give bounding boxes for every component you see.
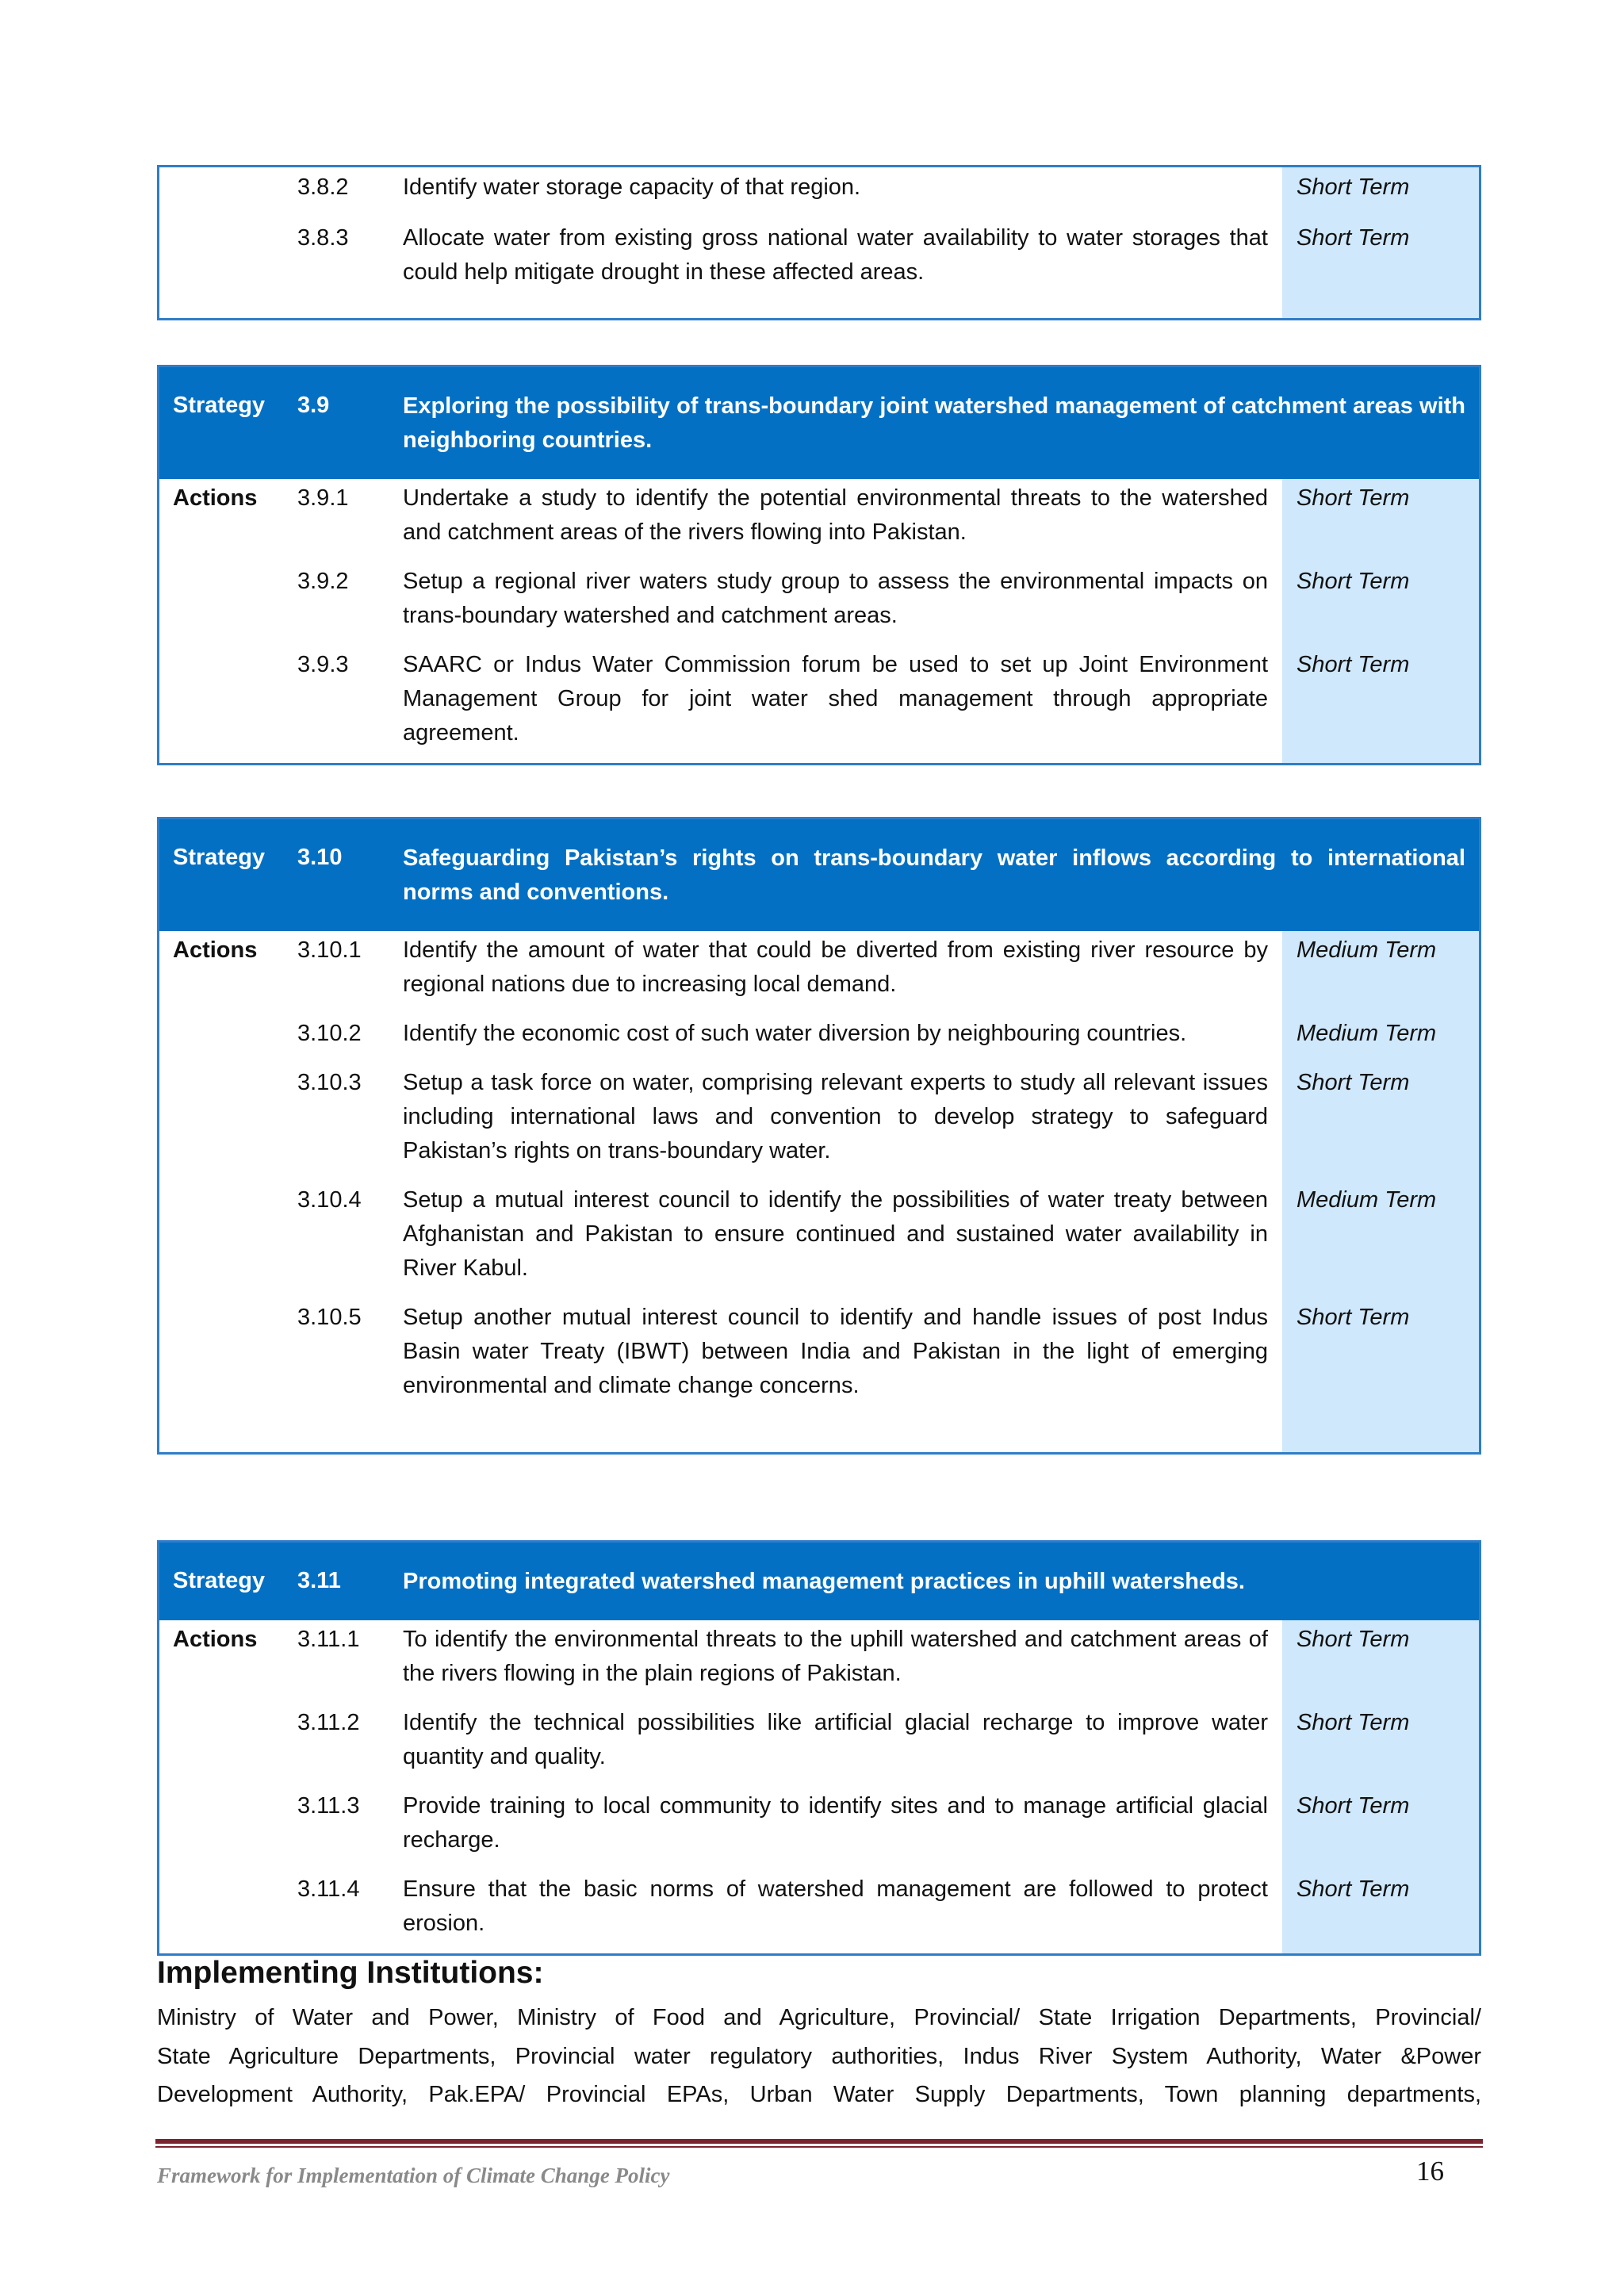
body-line: State Agriculture Departments, Provincial water regulatory authorities, Indus River System Authority, Water &Power bbox=[157, 2043, 1481, 2069]
action-number: 3.8.2 bbox=[297, 174, 349, 200]
action-text: Undertake a study to identify the potential environmental threats to the watershed and catchment areas of the rivers flowing into Pakistan. bbox=[403, 485, 1268, 545]
strategy-number: 3.11 bbox=[297, 1568, 341, 1593]
action-row bbox=[159, 1789, 1479, 1857]
strategy-title: Promoting integrated watershed management practices in uphill watersheds. bbox=[403, 1568, 1245, 1594]
strategy-number: 3.10 bbox=[297, 845, 343, 870]
strategy-label: Strategy bbox=[173, 393, 266, 418]
action-term: Medium Term bbox=[1297, 1021, 1437, 1046]
strategy-label: Strategy bbox=[173, 1568, 266, 1593]
action-term: Medium Term bbox=[1297, 1187, 1437, 1213]
action-number: 3.8.3 bbox=[297, 225, 349, 251]
action-text: Allocate water from existing gross national water availability to water storages that could help mitigate drought in these affected areas. bbox=[403, 225, 1268, 285]
action-number: 3.9.1 bbox=[297, 485, 349, 511]
body-line: Ministry of Water and Power, Ministry of Food and Agriculture, Provincial/ State Irrigation Departments, Provincial/ bbox=[157, 2005, 1481, 2030]
action-row bbox=[159, 1301, 1479, 1403]
strategy-number: 3.9 bbox=[297, 393, 330, 418]
action-number: 3.11.1 bbox=[297, 1627, 360, 1652]
action-term: Short Term bbox=[1297, 1710, 1410, 1735]
action-number: 3.10.4 bbox=[297, 1187, 362, 1213]
action-row bbox=[159, 1872, 1479, 1941]
action-text: Identify the amount of water that could be diverted from existing river resource by regional nations due to increasing local demand. bbox=[403, 937, 1268, 997]
action-row bbox=[159, 481, 1479, 550]
strategy-label: Strategy bbox=[173, 845, 266, 870]
action-term: Short Term bbox=[1297, 485, 1410, 511]
action-term: Short Term bbox=[1297, 1305, 1410, 1330]
footer-rule-thick bbox=[155, 2139, 1483, 2144]
body-line: Development Authority, Pak.EPA/ Provincial EPAs, Urban Water Supply Departments, Town planning departments, bbox=[157, 2082, 1481, 2107]
action-term: Short Term bbox=[1297, 1793, 1410, 1819]
strategy-header bbox=[159, 819, 1479, 931]
action-row bbox=[159, 933, 1479, 1002]
section-heading: Implementing Institutions: bbox=[157, 1956, 544, 1990]
action-row bbox=[159, 1183, 1479, 1286]
actions-label: Actions bbox=[173, 1627, 258, 1652]
footer-title: Framework for Implementation of Climate Change Policy bbox=[157, 2164, 670, 2187]
page-number: 16 bbox=[1416, 2156, 1444, 2187]
action-text: Setup a task force on water, comprising relevant experts to study all relevant issues including international laws and convention to develop strategy to safeguard Pakistan’s rights on trans-boundary water. bbox=[403, 1070, 1268, 1163]
action-number: 3.11.2 bbox=[297, 1710, 360, 1735]
action-text: Identify the technical possibilities like artificial glacial recharge to improve water quantity and quality. bbox=[403, 1710, 1268, 1769]
action-term: Short Term bbox=[1297, 1627, 1410, 1652]
action-number: 3.9.3 bbox=[297, 652, 349, 677]
action-row bbox=[159, 171, 1479, 205]
strategy-title: Exploring the possibility of trans-boundary joint watershed management of catchment areas with neighboring countries. bbox=[403, 393, 1465, 453]
action-row bbox=[159, 1623, 1479, 1691]
strategy-header bbox=[159, 367, 1479, 479]
strategy-table-3-8-continued bbox=[157, 165, 1481, 320]
action-number: 3.10.2 bbox=[297, 1021, 362, 1046]
action-number: 3.11.4 bbox=[297, 1876, 360, 1902]
actions-label: Actions bbox=[173, 485, 258, 511]
action-term: Short Term bbox=[1297, 174, 1410, 200]
action-term: Short Term bbox=[1297, 1070, 1410, 1095]
action-row bbox=[159, 1017, 1479, 1051]
action-number: 3.9.2 bbox=[297, 569, 349, 594]
strategy-table-3-10 bbox=[157, 817, 1481, 1455]
action-text: SAARC or Indus Water Commission forum be used to set up Joint Environment Management Group for joint water shed management through appropriate agreement. bbox=[403, 652, 1268, 746]
action-term: Short Term bbox=[1297, 1876, 1410, 1902]
action-term: Short Term bbox=[1297, 569, 1410, 594]
action-term: Short Term bbox=[1297, 225, 1410, 251]
action-text: Provide training to local community to identify sites and to manage artificial glacial recharge. bbox=[403, 1793, 1268, 1853]
footer-rule-thin bbox=[155, 2146, 1483, 2148]
action-number: 3.10.3 bbox=[297, 1070, 362, 1095]
action-text: Identify the economic cost of such water diversion by neighbouring countries. bbox=[403, 1021, 1187, 1046]
action-number: 3.11.3 bbox=[297, 1793, 360, 1819]
action-term: Short Term bbox=[1297, 652, 1410, 677]
action-row bbox=[159, 1706, 1479, 1774]
action-text: Setup another mutual interest council to identify and handle issues of post Indus Basin water Treaty (IBWT) between India and Pakistan in the light of emerging environmental and climate change concerns. bbox=[403, 1305, 1268, 1398]
action-text: Setup a regional river waters study group to assess the environmental impacts on trans-boundary watershed and catchment areas. bbox=[403, 569, 1268, 628]
action-row bbox=[159, 1066, 1479, 1168]
action-row bbox=[159, 565, 1479, 633]
action-row bbox=[159, 648, 1479, 750]
action-text: Setup a mutual interest council to identify the possibilities of water treaty between Afghanistan and Pakistan to ensure continued and sustained water availability in River Kabul. bbox=[403, 1187, 1268, 1281]
strategy-table-3-11 bbox=[157, 1540, 1481, 1956]
section-body bbox=[157, 1999, 1481, 2114]
action-text: Identify water storage capacity of that region. bbox=[403, 174, 861, 200]
strategy-table-3-9 bbox=[157, 365, 1481, 765]
action-row bbox=[159, 221, 1479, 289]
action-term: Medium Term bbox=[1297, 937, 1437, 963]
strategy-header bbox=[159, 1543, 1479, 1620]
action-text: Ensure that the basic norms of watershed management are followed to protect erosion. bbox=[403, 1876, 1268, 1936]
actions-label: Actions bbox=[173, 937, 258, 963]
strategy-title: Safeguarding Pakistan’s rights on trans-boundary water inflows according to international norms and conventions. bbox=[403, 845, 1465, 905]
action-number: 3.10.1 bbox=[297, 937, 362, 963]
action-number: 3.10.5 bbox=[297, 1305, 362, 1330]
action-text: To identify the environmental threats to the uphill watershed and catchment areas of the rivers flowing in the plain regions of Pakistan. bbox=[403, 1627, 1268, 1686]
